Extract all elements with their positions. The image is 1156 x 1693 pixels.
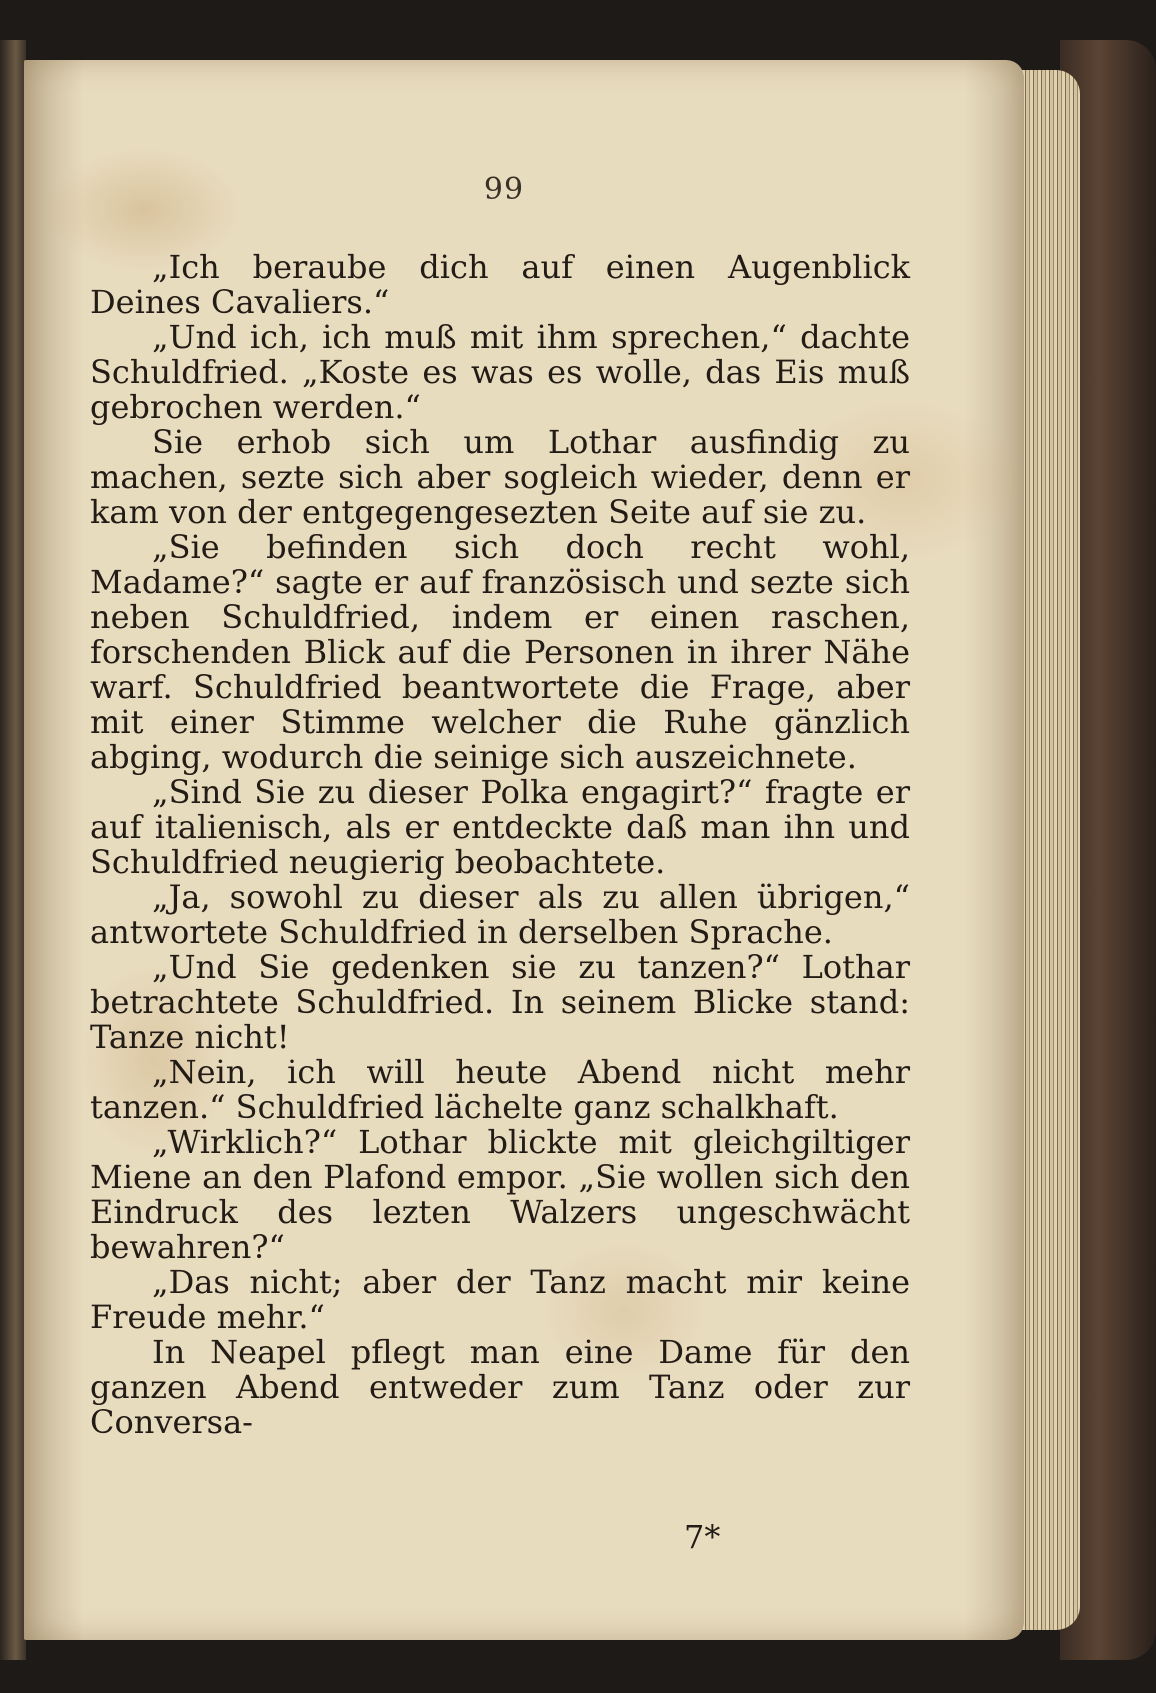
paragraph: „Ja, sowohl zu dieser als zu allen übrigen,“ antwortete Schuldfried in derselben Sprache. bbox=[90, 878, 910, 951]
paragraph: In Neapel pflegt man eine Dame für den ganzen Abend entweder zum Tanz oder zur Conversa- bbox=[90, 1333, 910, 1441]
paragraph: „Und ich, ich muß mit ihm sprechen,“ dachte Schuldfried. „Koste es was es wolle, das Eis muß gebrochen werden.“ bbox=[90, 318, 910, 426]
body-text bbox=[90, 250, 910, 1440]
previous-page-edge bbox=[0, 40, 26, 1660]
signature-mark: 7* bbox=[684, 1518, 721, 1556]
paragraph: „Ich beraube dich auf einen Augenblick Deines Cavaliers.“ bbox=[90, 248, 910, 321]
paragraph: „Und Sie gedenken sie zu tanzen?“ Lothar betrachtete Schuldfried. In seinem Blicke stand: Tanze nicht! bbox=[90, 948, 910, 1056]
paragraph: „Sie befinden sich doch recht wohl, Madame?“ sagte er auf französisch und sezte sich neben Schuldfried, indem er einen raschen, forschenden Blick auf die Personen in ihrer Nähe warf. Schuldfried beantwortete die Frage, aber mit einer Stimme welcher die Ruhe gänzlich abging, wodurch die seinige sich auszeichnete. bbox=[90, 528, 910, 776]
paragraph: „Das nicht; aber der Tanz macht mir keine Freude mehr.“ bbox=[90, 1263, 910, 1336]
book-page bbox=[24, 60, 1024, 1640]
page-number: 99 bbox=[483, 172, 525, 207]
paragraph: Sie erhob sich um Lothar ausfindig zu machen, sezte sich aber sogleich wieder, denn er kam von der entgegengesezten Seite auf sie zu. bbox=[90, 423, 910, 531]
paragraph: „Sind Sie zu dieser Polka engagirt?“ fragte er auf italienisch, als er entdeckte daß man ihn und Schuldfried neugierig beobachtete. bbox=[90, 773, 910, 881]
paragraph: „Wirklich?“ Lothar blickte mit gleichgiltiger Miene an den Plafond empor. „Sie wollen sich den Eindruck des lezten Walzers ungeschwächt bewahren?“ bbox=[90, 1123, 910, 1266]
paragraph: „Nein, ich will heute Abend nicht mehr tanzen.“ Schuldfried lächelte ganz schalkhaft. bbox=[90, 1053, 910, 1126]
